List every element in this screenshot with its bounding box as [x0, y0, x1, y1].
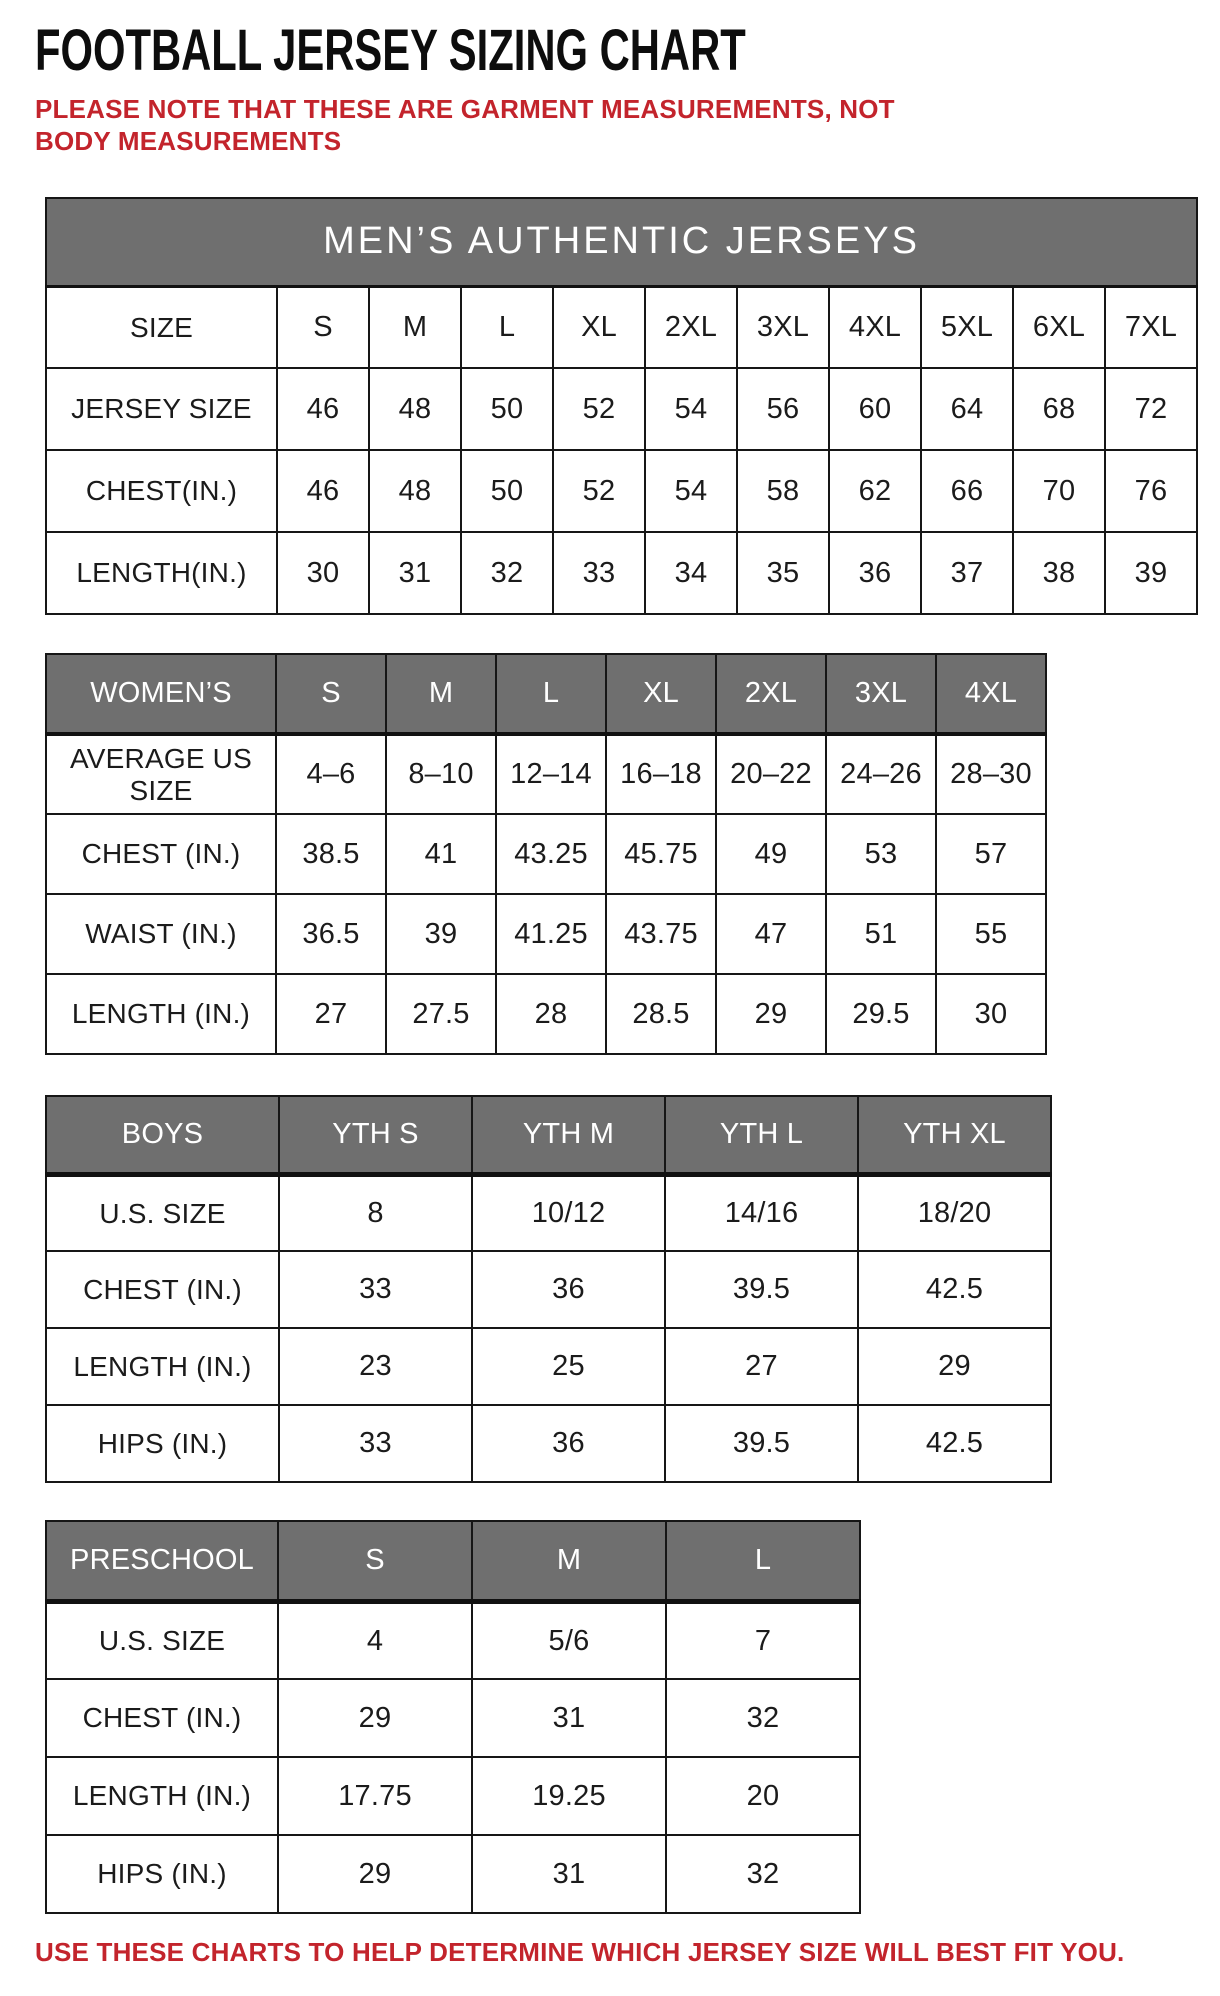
- value-cell: 32: [666, 1679, 860, 1757]
- footer-note: USE THESE CHARTS TO HELP DETERMINE WHICH JERSEY SIZE WILL BEST FIT YOU.: [35, 1937, 1125, 1968]
- value-cell: 51: [826, 894, 936, 974]
- value-cell: 12–14: [496, 734, 606, 814]
- womens-size-column-header: 3XL: [826, 654, 936, 734]
- value-cell: 7XL: [1105, 286, 1197, 368]
- value-cell: 8–10: [386, 734, 496, 814]
- row-label-cell: LENGTH (IN.): [46, 1757, 278, 1835]
- womens-size-column-header: S: [276, 654, 386, 734]
- page-title: FOOTBALL JERSEY SIZING CHART: [35, 18, 746, 83]
- value-cell: 27.5: [386, 974, 496, 1054]
- value-cell: 29: [278, 1679, 472, 1757]
- row-label-cell: CHEST (IN.): [46, 814, 276, 894]
- mens-table-row: [46, 532, 1197, 614]
- preschool-size-column-header: M: [472, 1521, 666, 1601]
- womens-group-header: WOMEN’S: [46, 654, 276, 734]
- boys-sizing-table: [45, 1095, 1052, 1483]
- womens-table-row: [46, 734, 1046, 814]
- value-cell: 39: [1105, 532, 1197, 614]
- value-cell: 60: [829, 368, 921, 450]
- value-cell: 10/12: [472, 1174, 665, 1251]
- value-cell: 34: [645, 532, 737, 614]
- value-cell: 20–22: [716, 734, 826, 814]
- value-cell: 19.25: [472, 1757, 666, 1835]
- mens-authentic-jerseys-table: [45, 197, 1198, 615]
- preschool-table-row: [46, 1835, 860, 1913]
- womens-size-column-header: M: [386, 654, 496, 734]
- value-cell: 52: [553, 450, 645, 532]
- value-cell: 43.75: [606, 894, 716, 974]
- value-cell: 66: [921, 450, 1013, 532]
- mens-table-row: [46, 286, 1197, 368]
- preschool-size-column-header: L: [666, 1521, 860, 1601]
- value-cell: 32: [666, 1835, 860, 1913]
- value-cell: 28: [496, 974, 606, 1054]
- row-label-cell: HIPS (IN.): [46, 1405, 279, 1482]
- womens-table-row: [46, 814, 1046, 894]
- boys-table-row: [46, 1405, 1051, 1482]
- value-cell: 30: [277, 532, 369, 614]
- value-cell: 43.25: [496, 814, 606, 894]
- value-cell: 27: [276, 974, 386, 1054]
- row-label-cell: WAIST (IN.): [46, 894, 276, 974]
- value-cell: 41.25: [496, 894, 606, 974]
- value-cell: 31: [472, 1835, 666, 1913]
- value-cell: 38.5: [276, 814, 386, 894]
- value-cell: 30: [936, 974, 1046, 1054]
- mens-table-title: MEN’S AUTHENTIC JERSEYS: [46, 198, 1197, 286]
- value-cell: 58: [737, 450, 829, 532]
- value-cell: 31: [369, 532, 461, 614]
- womens-size-column-header: L: [496, 654, 606, 734]
- value-cell: 45.75: [606, 814, 716, 894]
- value-cell: 36: [472, 1251, 665, 1328]
- value-cell: 20: [666, 1757, 860, 1835]
- boys-size-column-header: YTH S: [279, 1096, 472, 1174]
- row-label-cell: AVERAGE US SIZE: [46, 734, 276, 814]
- preschool-sizing-table: [45, 1520, 861, 1914]
- value-cell: 76: [1105, 450, 1197, 532]
- value-cell: 24–26: [826, 734, 936, 814]
- value-cell: 56: [737, 368, 829, 450]
- value-cell: 33: [279, 1251, 472, 1328]
- value-cell: 2XL: [645, 286, 737, 368]
- value-cell: 16–18: [606, 734, 716, 814]
- value-cell: 28–30: [936, 734, 1046, 814]
- value-cell: 46: [277, 450, 369, 532]
- value-cell: 29.5: [826, 974, 936, 1054]
- value-cell: 36: [472, 1405, 665, 1482]
- value-cell: XL: [553, 286, 645, 368]
- value-cell: 50: [461, 368, 553, 450]
- mens-title-row: [46, 198, 1197, 286]
- preschool-group-header: PRESCHOOL: [46, 1521, 278, 1601]
- value-cell: 57: [936, 814, 1046, 894]
- value-cell: 5XL: [921, 286, 1013, 368]
- garment-measurements-note: PLEASE NOTE THAT THESE ARE GARMENT MEASUREMENTS, NOT BODY MEASUREMENTS: [35, 94, 895, 156]
- row-label-cell: LENGTH (IN.): [46, 974, 276, 1054]
- boys-header-row: [46, 1096, 1051, 1174]
- value-cell: 23: [279, 1328, 472, 1405]
- value-cell: 54: [645, 450, 737, 532]
- value-cell: 50: [461, 450, 553, 532]
- preschool-table-row: [46, 1601, 860, 1679]
- value-cell: 31: [472, 1679, 666, 1757]
- value-cell: 39.5: [665, 1405, 858, 1482]
- value-cell: 46: [277, 368, 369, 450]
- value-cell: 4XL: [829, 286, 921, 368]
- value-cell: 48: [369, 450, 461, 532]
- value-cell: 62: [829, 450, 921, 532]
- boys-size-column-header: YTH M: [472, 1096, 665, 1174]
- row-label-cell: JERSEY SIZE: [46, 368, 277, 450]
- value-cell: 41: [386, 814, 496, 894]
- value-cell: 53: [826, 814, 936, 894]
- value-cell: 37: [921, 532, 1013, 614]
- womens-header-row: [46, 654, 1046, 734]
- preschool-table-row: [46, 1757, 860, 1835]
- value-cell: 49: [716, 814, 826, 894]
- row-label-cell: SIZE: [46, 286, 277, 368]
- womens-size-column-header: 4XL: [936, 654, 1046, 734]
- mens-table-row: [46, 450, 1197, 532]
- womens-table-row: [46, 974, 1046, 1054]
- value-cell: 42.5: [858, 1251, 1051, 1328]
- value-cell: 33: [279, 1405, 472, 1482]
- value-cell: 4–6: [276, 734, 386, 814]
- value-cell: 48: [369, 368, 461, 450]
- value-cell: 4: [278, 1601, 472, 1679]
- boys-size-column-header: YTH L: [665, 1096, 858, 1174]
- row-label-cell: CHEST (IN.): [46, 1251, 279, 1328]
- value-cell: 18/20: [858, 1174, 1051, 1251]
- mens-table-row: [46, 368, 1197, 450]
- boys-group-header: BOYS: [46, 1096, 279, 1174]
- value-cell: S: [277, 286, 369, 368]
- value-cell: 17.75: [278, 1757, 472, 1835]
- row-label-cell: HIPS (IN.): [46, 1835, 278, 1913]
- row-label-cell: LENGTH (IN.): [46, 1328, 279, 1405]
- sizing-chart-page: [0, 18, 1220, 1968]
- value-cell: 5/6: [472, 1601, 666, 1679]
- value-cell: 38: [1013, 532, 1105, 614]
- value-cell: 39: [386, 894, 496, 974]
- value-cell: 7: [666, 1601, 860, 1679]
- boys-table-row: [46, 1328, 1051, 1405]
- womens-sizing-table: [45, 653, 1047, 1055]
- value-cell: 42.5: [858, 1405, 1051, 1482]
- value-cell: 6XL: [1013, 286, 1105, 368]
- value-cell: 8: [279, 1174, 472, 1251]
- row-label-cell: CHEST(IN.): [46, 450, 277, 532]
- value-cell: M: [369, 286, 461, 368]
- value-cell: 29: [278, 1835, 472, 1913]
- value-cell: 47: [716, 894, 826, 974]
- value-cell: 33: [553, 532, 645, 614]
- boys-table-row: [46, 1174, 1051, 1251]
- value-cell: 52: [553, 368, 645, 450]
- boys-table-row: [46, 1251, 1051, 1328]
- preschool-header-row: [46, 1521, 860, 1601]
- value-cell: 27: [665, 1328, 858, 1405]
- value-cell: 32: [461, 532, 553, 614]
- row-label-cell: U.S. SIZE: [46, 1601, 278, 1679]
- womens-size-column-header: XL: [606, 654, 716, 734]
- value-cell: 70: [1013, 450, 1105, 532]
- value-cell: 29: [716, 974, 826, 1054]
- value-cell: 68: [1013, 368, 1105, 450]
- value-cell: 29: [858, 1328, 1051, 1405]
- boys-size-column-header: YTH XL: [858, 1096, 1051, 1174]
- row-label-cell: U.S. SIZE: [46, 1174, 279, 1251]
- row-label-cell: LENGTH(IN.): [46, 532, 277, 614]
- preschool-table-row: [46, 1679, 860, 1757]
- womens-table-row: [46, 894, 1046, 974]
- value-cell: 25: [472, 1328, 665, 1405]
- value-cell: 72: [1105, 368, 1197, 450]
- value-cell: 55: [936, 894, 1046, 974]
- value-cell: 35: [737, 532, 829, 614]
- value-cell: 36.5: [276, 894, 386, 974]
- womens-size-column-header: 2XL: [716, 654, 826, 734]
- value-cell: 3XL: [737, 286, 829, 368]
- value-cell: 14/16: [665, 1174, 858, 1251]
- value-cell: 28.5: [606, 974, 716, 1054]
- value-cell: 54: [645, 368, 737, 450]
- row-label-cell: CHEST (IN.): [46, 1679, 278, 1757]
- value-cell: 39.5: [665, 1251, 858, 1328]
- value-cell: 36: [829, 532, 921, 614]
- value-cell: L: [461, 286, 553, 368]
- preschool-size-column-header: S: [278, 1521, 472, 1601]
- value-cell: 64: [921, 368, 1013, 450]
